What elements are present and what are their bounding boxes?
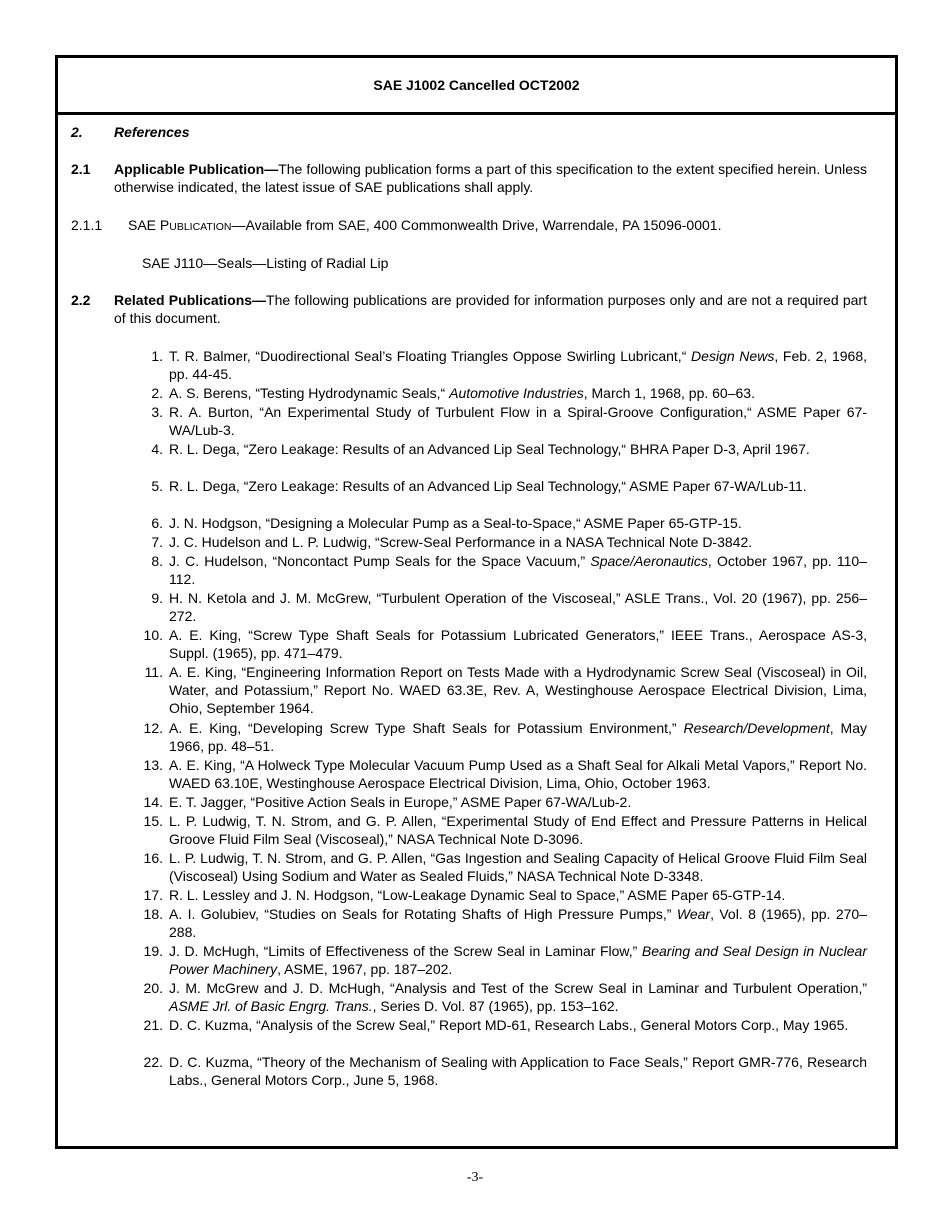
list-item-text: A. E. King, “Developing Screw Type Shaft Seals for Potassium Environment,” Research/Development, May 1966, pp. 48–51.: [169, 720, 867, 754]
list-item-number: 6.: [151, 515, 163, 531]
list-item-number: 5.: [151, 478, 163, 494]
section-2-1-number: 2.1: [71, 161, 91, 177]
list-item-text: J. M. McGrew and J. D. McHugh, “Analysis and Test of the Screw Seal in Laminar and Turbulent Operation,” ASME Jrl. of Basic Engrg. Trans., Series D. Vol. 87 (1965), pp. 153–162.: [169, 980, 867, 1014]
list-item-text: A. S. Berens, “Testing Hydrodynamic Seals,“ Automotive Industries, March 1, 1968, pp. 60–63.: [169, 385, 755, 401]
list-item-number: 13.: [143, 757, 163, 773]
section-2-2-number: 2.2: [71, 292, 91, 308]
list-item-text: J. C. Hudelson, “Noncontact Pump Seals for the Space Vacuum,” Space/Aeronautics, October 1967, pp. 110–112.: [169, 553, 867, 587]
list-item-text: J. D. McHugh, “Limits of Effectiveness of the Screw Seal in Laminar Flow,” Bearing and Seal Design in Nuclear Power Machinery, ASME, 1967, pp. 187–202.: [169, 943, 867, 977]
section-2-2-title: Related Publications—: [114, 292, 267, 308]
list-item-number: 15.: [143, 813, 163, 829]
section-2-1-title: Applicable Publication—: [114, 161, 279, 177]
list-item-text: J. C. Hudelson and L. P. Ludwig, “Screw-Seal Performance in a NASA Technical Note D-3842.: [169, 534, 753, 550]
list-item-number: 17.: [143, 887, 163, 903]
section-2-1-1-paragraph: [128, 216, 721, 236]
list-item-number: 18.: [143, 906, 163, 922]
list-item-text: R. L. Lessley and J. N. Hodgson, “Low-Leakage Dynamic Seal to Space,” ASME Paper 65-GTP-14.: [169, 887, 786, 903]
section-2-1-paragraph: [114, 160, 867, 196]
list-item-text: A. I. Golubiev, “Studies on Seals for Rotating Shafts of High Pressure Pumps,” Wear, Vol. 8 (1965), pp. 270–288.: [169, 906, 867, 940]
list-item-text: R. L. Dega, “Zero Leakage: Results of an Advanced Lip Seal Technology,“ ASME Paper 67-WA/Lub-11.: [169, 478, 807, 494]
section-2-2-text: The following publications are provided for information purposes only and are not a required part of this document.: [114, 292, 867, 326]
list-item-text: A. E. King, “Screw Type Shaft Seals for Potassium Lubricated Generators,” IEEE Trans., Aerospace AS-3, Suppl. (1965), pp. 471–479.: [169, 627, 867, 661]
list-item-number: 20.: [143, 980, 163, 996]
list-item-number: 4.: [151, 441, 163, 457]
list-item-text: T. R. Balmer, “Duodirectional Seal’s Floating Triangles Oppose Swirling Lubricant,“ Design News, Feb. 2, 1968, pp. 44-45.: [169, 348, 867, 382]
list-item-number: 1.: [151, 348, 163, 364]
list-item-number: 10.: [143, 627, 163, 643]
list-item-text: R. A. Burton, “An Experimental Study of Turbulent Flow in a Spiral-Groove Configuration,“ ASME Paper 67-WA/Lub-3.: [169, 404, 867, 438]
list-item-number: 14.: [143, 794, 163, 810]
list-item-text: L. P. Ludwig, T. N. Strom, and G. P. Allen, “Experimental Study of End Effect and Pressure Patterns in Helical Groove Fluid Film Seal (Viscoseal),” NASA Technical Note D-3096.: [169, 813, 867, 847]
list-item-text: A. E. King, “Engineering Information Report on Tests Made with a Hydrodynamic Screw Seal (Viscoseal) in Oil, Water, and Potassium,” Report No. WAED 63.3E, Rev. A, Westinghouse Aerospace Electrical Division, Lima, Ohio, September 1964.: [169, 664, 867, 716]
page-number: -3-: [466, 1170, 484, 1185]
list-item-number: 11.: [144, 664, 163, 680]
list-item-number: 2.: [151, 385, 163, 401]
list-item-number: 22.: [143, 1054, 163, 1070]
list-item-text: A. E. King, “A Holweck Type Molecular Vacuum Pump Used as a Shaft Seal for Alkali Metal Vapors,” Report No. WAED 63.10E, Westinghouse Aerospace Electrical Division, Lima, Ohio, October 1963.: [169, 757, 867, 791]
list-item-number: 16.: [143, 850, 163, 866]
list-item-number: 8.: [151, 553, 163, 569]
list-item-text: D. C. Kuzma, “Theory of the Mechanism of Sealing with Application to Face Seals,” Report GMR-776, Research Labs., General Motors Corp., June 5, 1968.: [169, 1054, 867, 1088]
section-2-title: References: [114, 124, 190, 140]
list-item-number: 21.: [143, 1017, 163, 1033]
section-2-number: 2.: [71, 124, 83, 140]
section-2-1-1-number: 2.1.1: [71, 217, 103, 233]
sae-j110-item: SAE J110—Seals—Listing of Radial Lip: [142, 255, 389, 271]
list-item-text: L. P. Ludwig, T. N. Strom, and G. P. Allen, “Gas Ingestion and Sealing Capacity of Helical Groove Fluid Film Seal (Viscoseal) Using Sodium and Water as Sealed Fluids,” NASA Technical Note D-3348.: [169, 850, 867, 884]
list-item-number: 9.: [151, 590, 163, 606]
list-item-number: 19.: [143, 943, 163, 959]
list-item-text: J. N. Hodgson, “Designing a Molecular Pump as a Seal-to-Space,“ ASME Paper 65-GTP-15.: [169, 515, 742, 531]
section-2-1-text: The following publication forms a part of this specification to the extent specified herein. Unless otherwise indicated, the latest issue of SAE publications shall apply.: [114, 161, 867, 195]
list-item-number: 12.: [143, 720, 163, 736]
sae-label: SAE P: [128, 217, 170, 233]
header-title: SAE J1002 Cancelled OCT2002: [373, 77, 580, 93]
list-item-text: E. T. Jagger, “Positive Action Seals in Europe,” ASME Paper 67-WA/Lub-2.: [169, 794, 632, 810]
list-item-text: D. C. Kuzma, “Analysis of the Screw Seal,” Report MD-61, Research Labs., General Motors Corp., May 1965.: [169, 1017, 849, 1033]
list-item-text: H. N. Ketola and J. M. McGrew, “Turbulent Operation of the Viscoseal,” ASLE Trans., Vol. 20 (1967), pp. 256–272.: [169, 590, 867, 624]
publication-smallcaps: UBLICATION: [169, 221, 232, 233]
document-header: [58, 58, 895, 115]
page-frame: [55, 55, 898, 1149]
section-2-1-1-text: —Available from SAE, 400 Commonwealth Drive, Warrendale, PA 15096-0001.: [231, 217, 722, 233]
list-item-number: 7.: [151, 534, 163, 550]
list-item-number: 3.: [151, 404, 163, 420]
list-item-text: R. L. Dega, “Zero Leakage: Results of an Advanced Lip Seal Technology,“ BHRA Paper D-3, April 1967.: [169, 441, 810, 457]
section-2-2-paragraph: [114, 291, 867, 327]
